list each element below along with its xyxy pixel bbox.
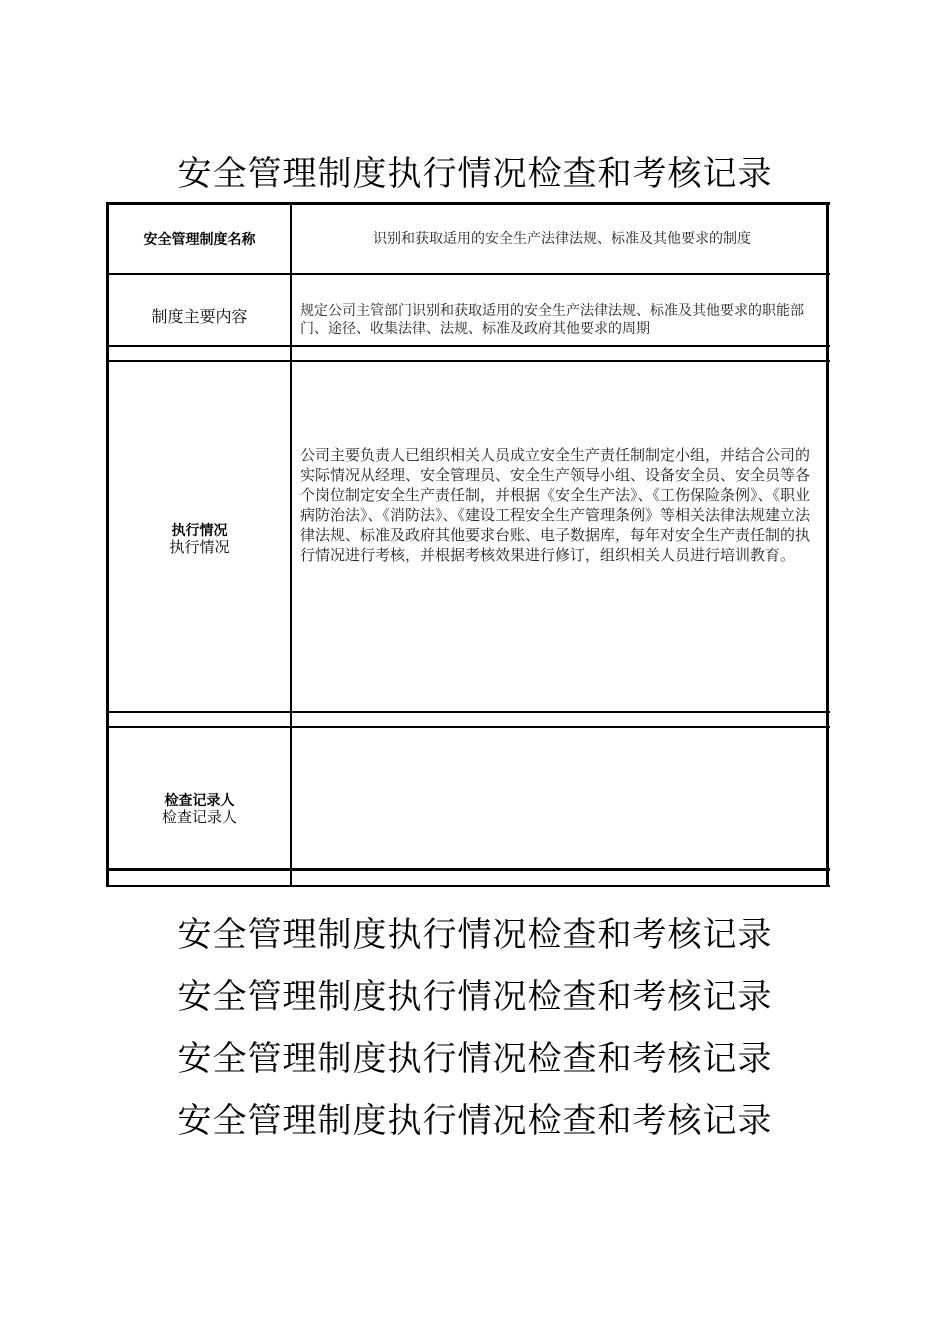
- recorder-label: 检查记录人: [164, 793, 235, 809]
- row-divider: [106, 345, 830, 347]
- inspection-record-table: [106, 202, 830, 888]
- recorder-label-echo: 检查记录人: [161, 808, 237, 826]
- page-title: 安全管理制度执行情况检查和考核记录: [177, 154, 773, 194]
- main-content-value: 规定公司主管部门识别和获取适用的安全生产法律法规、标准及其他要求的职能部门、途径、收集法律、法规、标准及政府其他要求的周期: [300, 303, 804, 337]
- execution-value: 公司主要负责人已组织相关人员成立安全生产责任制制定小组，并结合公司的实际情况从经理、安全管理员、安全生产领导小组、设备安全员、安全员等各个岗位制定安全生产责任制，并根据《安全生产法》、《工伤保险条例》、《职业病防治法》、《消防法》、《建设工程安全生产管理条例》等相关法律法规建立法律法规、标准及政府其他要求台账、电子数据库，每年对安全生产责任制的执行情况进行考核，并根据考核效果进行修订，组织相关人员进行培训教育。: [300, 446, 811, 564]
- main-content-label: 制度主要内容: [151, 307, 248, 326]
- repeated-title: 安全管理制度执行情况检查和考核记录: [177, 1101, 773, 1141]
- row-divider: [106, 273, 830, 275]
- row-divider: [106, 360, 830, 362]
- policy-name-value: 识别和获取适用的安全生产法律法规、标准及其他要求的制度: [373, 231, 751, 247]
- policy-name-label: 安全管理制度名称: [143, 232, 256, 248]
- execution-label: 执行情况: [171, 523, 228, 539]
- row-divider: [106, 868, 830, 871]
- repeated-title: 安全管理制度执行情况检查和考核记录: [177, 1039, 773, 1079]
- repeated-title: 安全管理制度执行情况检查和考核记录: [177, 915, 773, 955]
- table-border-top: [106, 202, 830, 205]
- table-border-bottom: [106, 885, 830, 887]
- column-divider: [290, 202, 292, 887]
- repeated-title: 安全管理制度执行情况检查和考核记录: [177, 977, 773, 1017]
- row-divider: [106, 711, 830, 713]
- execution-label-echo: 执行情况: [169, 538, 230, 556]
- table-border-right: [826, 202, 829, 887]
- row-divider: [106, 726, 830, 728]
